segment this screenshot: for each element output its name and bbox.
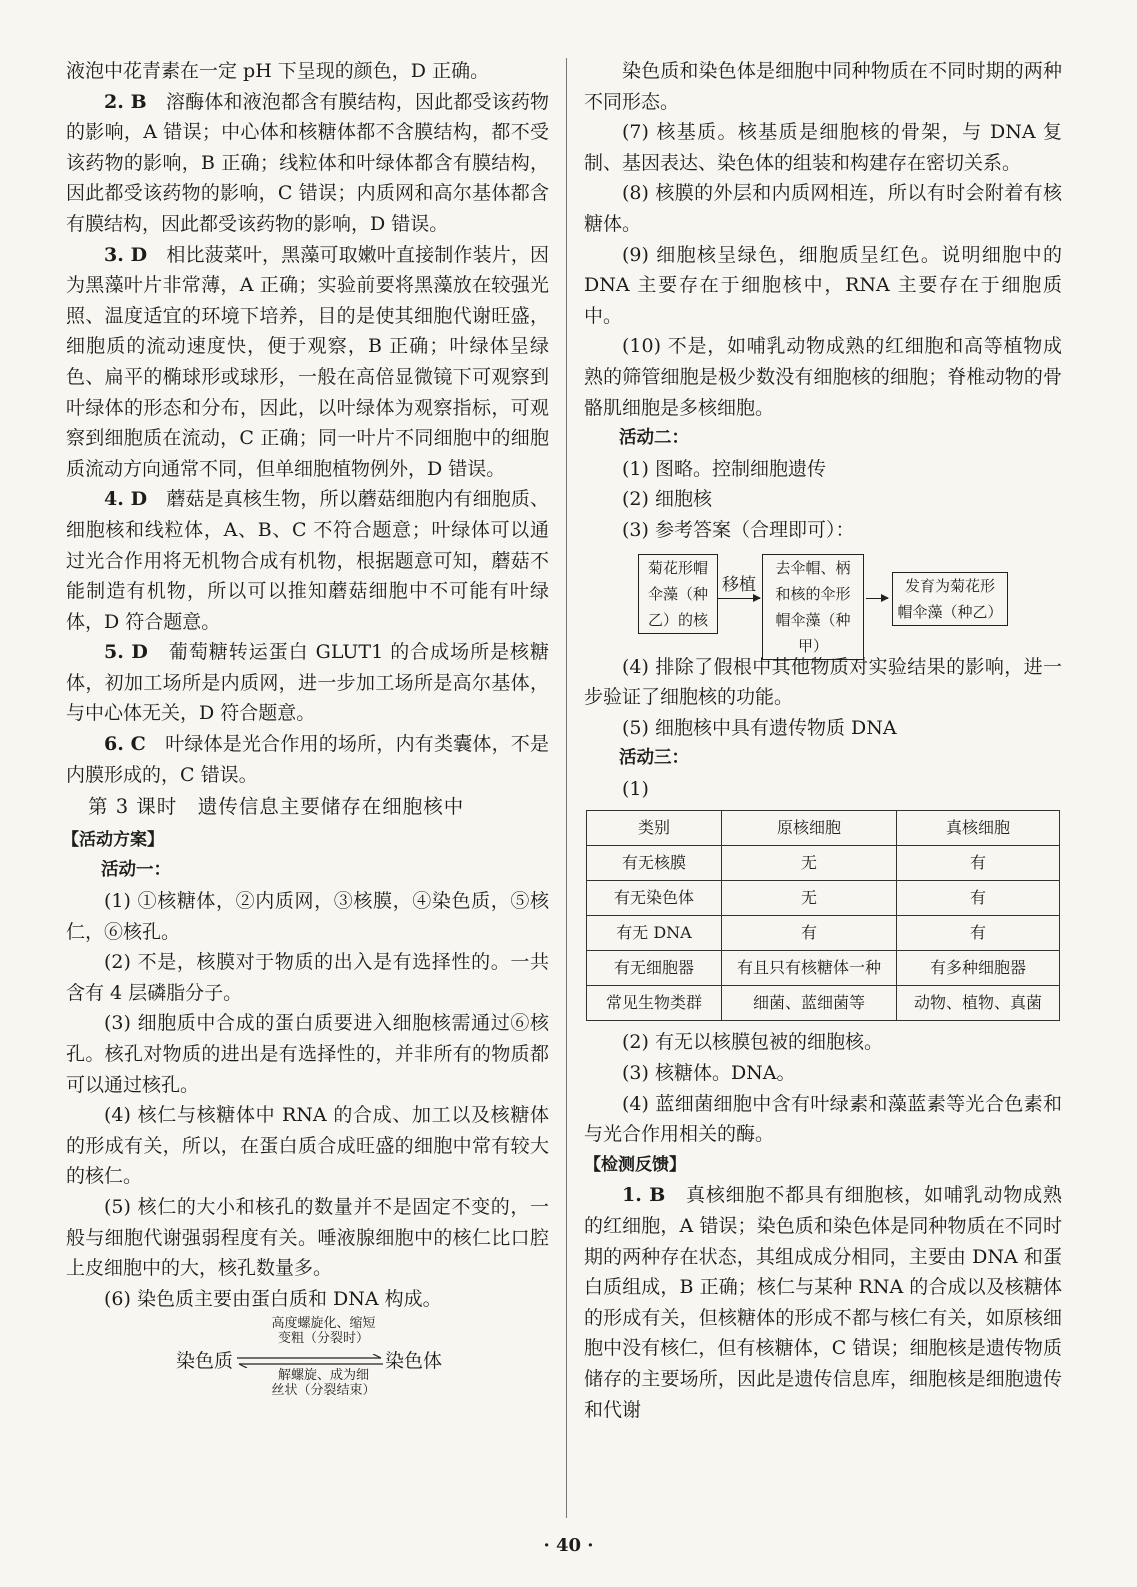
activity-answer: (2) 有无以核膜包被的细胞核。 <box>622 1031 883 1054</box>
table-row <box>587 846 1060 881</box>
answer-text: 叶绿体是光合作用的场所，内有类囊体，不是内膜形成的，C 错误。 <box>66 733 549 786</box>
paragraph: 染色质和染色体是细胞中同种物质在不同时期的两种不同形态。 <box>584 60 1062 113</box>
table-row <box>587 951 1060 986</box>
section-heading: 【活动方案】 <box>62 829 164 850</box>
flow-box-source <box>638 554 718 634</box>
table-cell: 有 <box>897 846 1060 881</box>
activity-answer: (4) 核仁与核糖体中 RNA 的合成、加工以及核糖体的形成有关，所以，在蛋白质合成旺盛的细胞中常有较大的核仁。 <box>66 1104 549 1188</box>
table-cell: 有 <box>897 916 1060 951</box>
activity-answer: (1) <box>622 777 649 800</box>
table-header: 真核细胞 <box>897 811 1060 846</box>
activity-answer: (6) 染色质主要由蛋白质和 DNA 构成。 <box>104 1287 442 1310</box>
activity-answer: (4) 蓝细菌细胞中含有叶绿素和藻蓝素等光合色素和与光合作用相关的酶。 <box>584 1092 1062 1146</box>
activity-answer: (2) 细胞核 <box>622 488 712 511</box>
activity-answer: (3) 参考答案（合理即可）： <box>622 518 855 541</box>
activity-answer: (2) 不是，核膜对于物质的出入是有选择性的。一共含有 4 层磷脂分子。 <box>66 951 549 1004</box>
table-cell: 有无染色体 <box>587 881 722 916</box>
equation-right: 染色体 <box>385 1350 443 1373</box>
flow-box-line: 和核的伞形 <box>775 584 851 603</box>
activity-answer: (5) 细胞核中具有遗传物质 DNA <box>622 716 897 739</box>
condition-line: 解螺旋、成为细 <box>277 1368 369 1384</box>
flow-box-line: 乙）的核 <box>647 610 708 629</box>
table-row <box>587 916 1060 951</box>
cell-comparison-table <box>586 810 1060 1021</box>
page-number: · 40 · <box>543 1535 594 1556</box>
question-number: 4. D <box>104 488 148 511</box>
lesson-title: 第 3 课时 遗传信息主要储存在细胞核中 <box>88 795 465 819</box>
table-cell: 有无 DNA <box>587 916 722 951</box>
reversible-arrow-icon <box>235 1354 385 1368</box>
activity-answer: (5) 核仁的大小和核孔的数量并不是固定不变的，一般与细胞代谢强弱程度有关。唾液腺细胞中的核仁比口腔上皮细胞中的大，核孔数量多。 <box>66 1195 549 1280</box>
answer-text: 溶酶体和液泡都含有膜结构，因此都受该药物的影响，A 错误；中心体和核糖体都不含膜结构，都不受该药物的影响，B 正确；线粒体和叶绿体都含有膜结构，因此都受该药物的影响，C 错误；内质网和高尔基体都含有膜结构，因此都受该药物的影响，D 错误。 <box>66 90 549 235</box>
table-cell: 常见生物类群 <box>587 986 722 1021</box>
answer-q3 <box>66 240 549 485</box>
table-cell: 有 <box>722 916 897 951</box>
answer-q6 <box>66 729 549 790</box>
activity-answer: (7) 核基质。核基质是细胞核的骨架，与 DNA 复制、基因表达、染色体的组装和构建存在密切关系。 <box>584 121 1062 174</box>
flow-box-recipient <box>762 554 864 660</box>
flow-box-line: 去伞帽、柄 <box>775 558 851 577</box>
table-header: 类别 <box>587 811 722 846</box>
answer-text: 相比菠菜叶，黑藻可取嫩叶直接制作装片，因为黑藻叶片非常薄，A 正确；实验前要将黑藻放在较强光照、温度适宜的环境下培养，目的是使其细胞代谢旺盛，细胞质的流动速度快，便于观察，B 正确；叶绿体呈绿色、扁平的椭球形或球形，一般在高倍显微镜下可观察到叶绿体的形态和分布，因此，以叶绿体为观察指标，可观察到细胞质在流动，C 正确；同一叶片不同细胞中的细胞质流动方向通常不同，但单细胞植物例外，D 错误。 <box>66 243 549 480</box>
flow-box-line: 帽伞藻（种甲） <box>775 610 851 655</box>
answer-q5 <box>66 637 549 729</box>
question-number: 5. D <box>104 641 148 664</box>
flow-box-result <box>892 572 1008 626</box>
answer-text: 蘑菇是真核生物，所以蘑菇细胞内有细胞质、细胞核和线粒体，A、B、C 不符合题意；叶绿体可以通过光合作用将无机物合成有机物，根据题意可知，蘑菇不能制造有机物，所以可以推知蘑菇细胞中不可能有叶绿体，D 符合题意。 <box>66 488 549 633</box>
transplant-flow-diagram <box>584 550 1062 655</box>
table-row <box>587 881 1060 916</box>
table-cell: 有无核膜 <box>587 846 722 881</box>
answer-d1 <box>584 1180 1062 1425</box>
activity-answer: (3) 细胞质中合成的蛋白质要进入细胞核需通过⑥核孔。核孔对物质的进出是有选择性的，并非所有的物质都可以通过核孔。 <box>66 1012 549 1096</box>
flow-box-line: 菊花形帽 <box>647 558 708 577</box>
flow-box-line: 发育为菊花形 <box>904 576 995 595</box>
equation-left: 染色质 <box>176 1350 234 1373</box>
table-row <box>587 986 1060 1021</box>
table-header: 原核细胞 <box>722 811 897 846</box>
table-cell: 有多种细胞器 <box>897 951 1060 986</box>
flow-arrow-label: 移植 <box>722 574 756 595</box>
column-divider <box>566 58 567 1518</box>
paragraph: 液泡中花青素在一定 pH 下呈现的颜色，D 正确。 <box>66 60 490 82</box>
table-cell: 细菌、蓝细菌等 <box>722 986 897 1021</box>
table-cell: 有且只有核糖体一种 <box>722 951 897 986</box>
right-column <box>584 56 1062 1425</box>
activity-answer: (1) ①核糖体，②内质网，③核膜，④染色质，⑤核仁，⑥核孔。 <box>66 890 549 943</box>
table-cell: 无 <box>722 846 897 881</box>
activity-answer: (9) 细胞核呈绿色，细胞质呈红色。说明细胞中的 DNA 主要存在于细胞核中，RNA 主要存在于细胞质中。 <box>584 243 1062 327</box>
question-number: 2. B <box>104 90 147 113</box>
activity-answer: (4) 排除了假根中其他物质对实验结果的影响，进一步验证了细胞核的功能。 <box>584 655 1062 709</box>
equation-condition-forward <box>256 1316 391 1346</box>
condition-line: 丝状（分裂结束） <box>271 1383 376 1399</box>
activity-answer: (8) 核膜的外层和内质网相连，所以有时会附着有核糖体。 <box>584 182 1062 235</box>
condition-line: 高度螺旋化、缩短 <box>271 1316 376 1332</box>
equation-condition-reverse <box>256 1368 391 1398</box>
activity-heading: 活动二： <box>619 428 689 449</box>
flow-box-line: 伞藻（种 <box>647 584 708 603</box>
condition-line: 变粗（分裂时） <box>277 1331 369 1347</box>
table-cell: 有无细胞器 <box>587 951 722 986</box>
activity-answer: (3) 核糖体。DNA。 <box>622 1062 796 1085</box>
question-number: 6. C <box>104 733 146 756</box>
activity-answer: (1) 图略。控制细胞遗传 <box>622 457 826 480</box>
table-header-row <box>587 811 1060 846</box>
section-heading: 【检测反馈】 <box>584 1154 686 1175</box>
answer-q4 <box>66 484 549 637</box>
answer-text: 真核细胞不都具有细胞核，如哺乳动物成熟的红细胞，A 错误；染色质和染色体是同种物质在不同时期的两种存在状态，其组成成分相同，主要由 DNA 和蛋白质组成，B 正确；核仁与某种 RNA 的合成以及核糖体的形成有关，但核糖体的形成不都与核仁有关，如原核细胞中没有核仁，但有核糖体，C 错误；细胞核是遗传物质储存的主要场所，因此是遗传信息库，细胞核是细胞遗传和代谢 <box>584 1184 1062 1421</box>
left-column <box>62 56 549 1402</box>
question-number: 1. B <box>622 1184 666 1207</box>
flow-arrow-icon <box>866 598 888 599</box>
activity-answer: (10) 不是，如哺乳动物成熟的红细胞和高等植物成熟的筛管细胞是极少数没有细胞核的细胞；脊椎动物的骨骼肌细胞是多核细胞。 <box>584 335 1062 419</box>
answer-text: 葡萄糖转运蛋白 GLUT1 的合成场所是核糖体，初加工场所是内质网，进一步加工场所是高尔基体，与中心体无关，D 符合题意。 <box>66 641 549 725</box>
table-cell: 有 <box>897 881 1060 916</box>
chromatin-chromosome-equation <box>66 1318 549 1402</box>
flow-arrow-icon <box>718 598 760 599</box>
flow-box-line: 帽伞藻（种乙） <box>897 602 1003 621</box>
question-number: 3. D <box>104 243 148 266</box>
activity-heading: 活动三： <box>619 748 689 769</box>
answer-q2 <box>66 87 549 240</box>
table-cell: 动物、植物、真菌 <box>897 986 1060 1021</box>
table-cell: 无 <box>722 881 897 916</box>
activity-heading: 活动一： <box>101 860 171 881</box>
